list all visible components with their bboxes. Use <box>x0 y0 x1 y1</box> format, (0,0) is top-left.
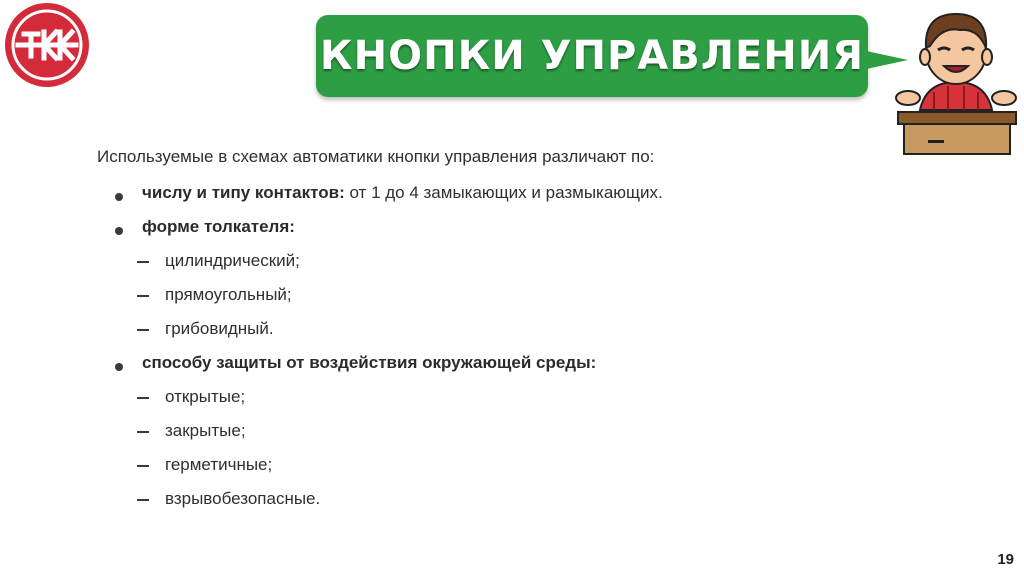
dash-marker <box>137 261 149 263</box>
dash-marker <box>137 431 149 433</box>
list-item-pusher-form <box>142 217 295 237</box>
intro-text: Используемые в схемах автоматики кнопки управления различают по: <box>97 147 655 166</box>
dash-marker <box>137 465 149 467</box>
page-title: КНОПКИ УПРАВЛЕНИЯ <box>319 33 865 79</box>
list-item-bold: форме толкателя: <box>142 217 295 236</box>
dash-marker <box>137 329 149 331</box>
sub-item: грибовидный. <box>165 319 274 338</box>
list-item-bold: числу и типу контактов: <box>142 183 345 202</box>
bullet-marker <box>115 363 123 371</box>
sub-item: герметичные; <box>165 455 273 474</box>
title-banner <box>316 15 868 97</box>
dash-marker <box>137 397 149 399</box>
list-item-contacts <box>142 183 663 203</box>
dash-marker <box>137 499 149 501</box>
list-item-text: от 1 до 4 замыкающих и размыкающих. <box>344 183 663 202</box>
dash-marker <box>137 295 149 297</box>
bullet-marker <box>115 227 123 235</box>
page-number: 19 <box>997 551 1014 568</box>
sub-item: прямоугольный; <box>165 285 292 304</box>
sub-item: взрывобезопасные. <box>165 489 321 508</box>
sub-item: открытые; <box>165 387 246 406</box>
sub-item: закрытые; <box>165 421 246 440</box>
list-item-protection <box>142 353 596 373</box>
bullet-marker <box>115 193 123 201</box>
company-logo-icon <box>4 2 90 88</box>
sub-item: цилиндрический; <box>165 251 300 270</box>
list-item-bold: способу защиты от воздействия окружающей среды: <box>142 353 597 372</box>
speaking-boy-icon <box>890 2 1022 158</box>
